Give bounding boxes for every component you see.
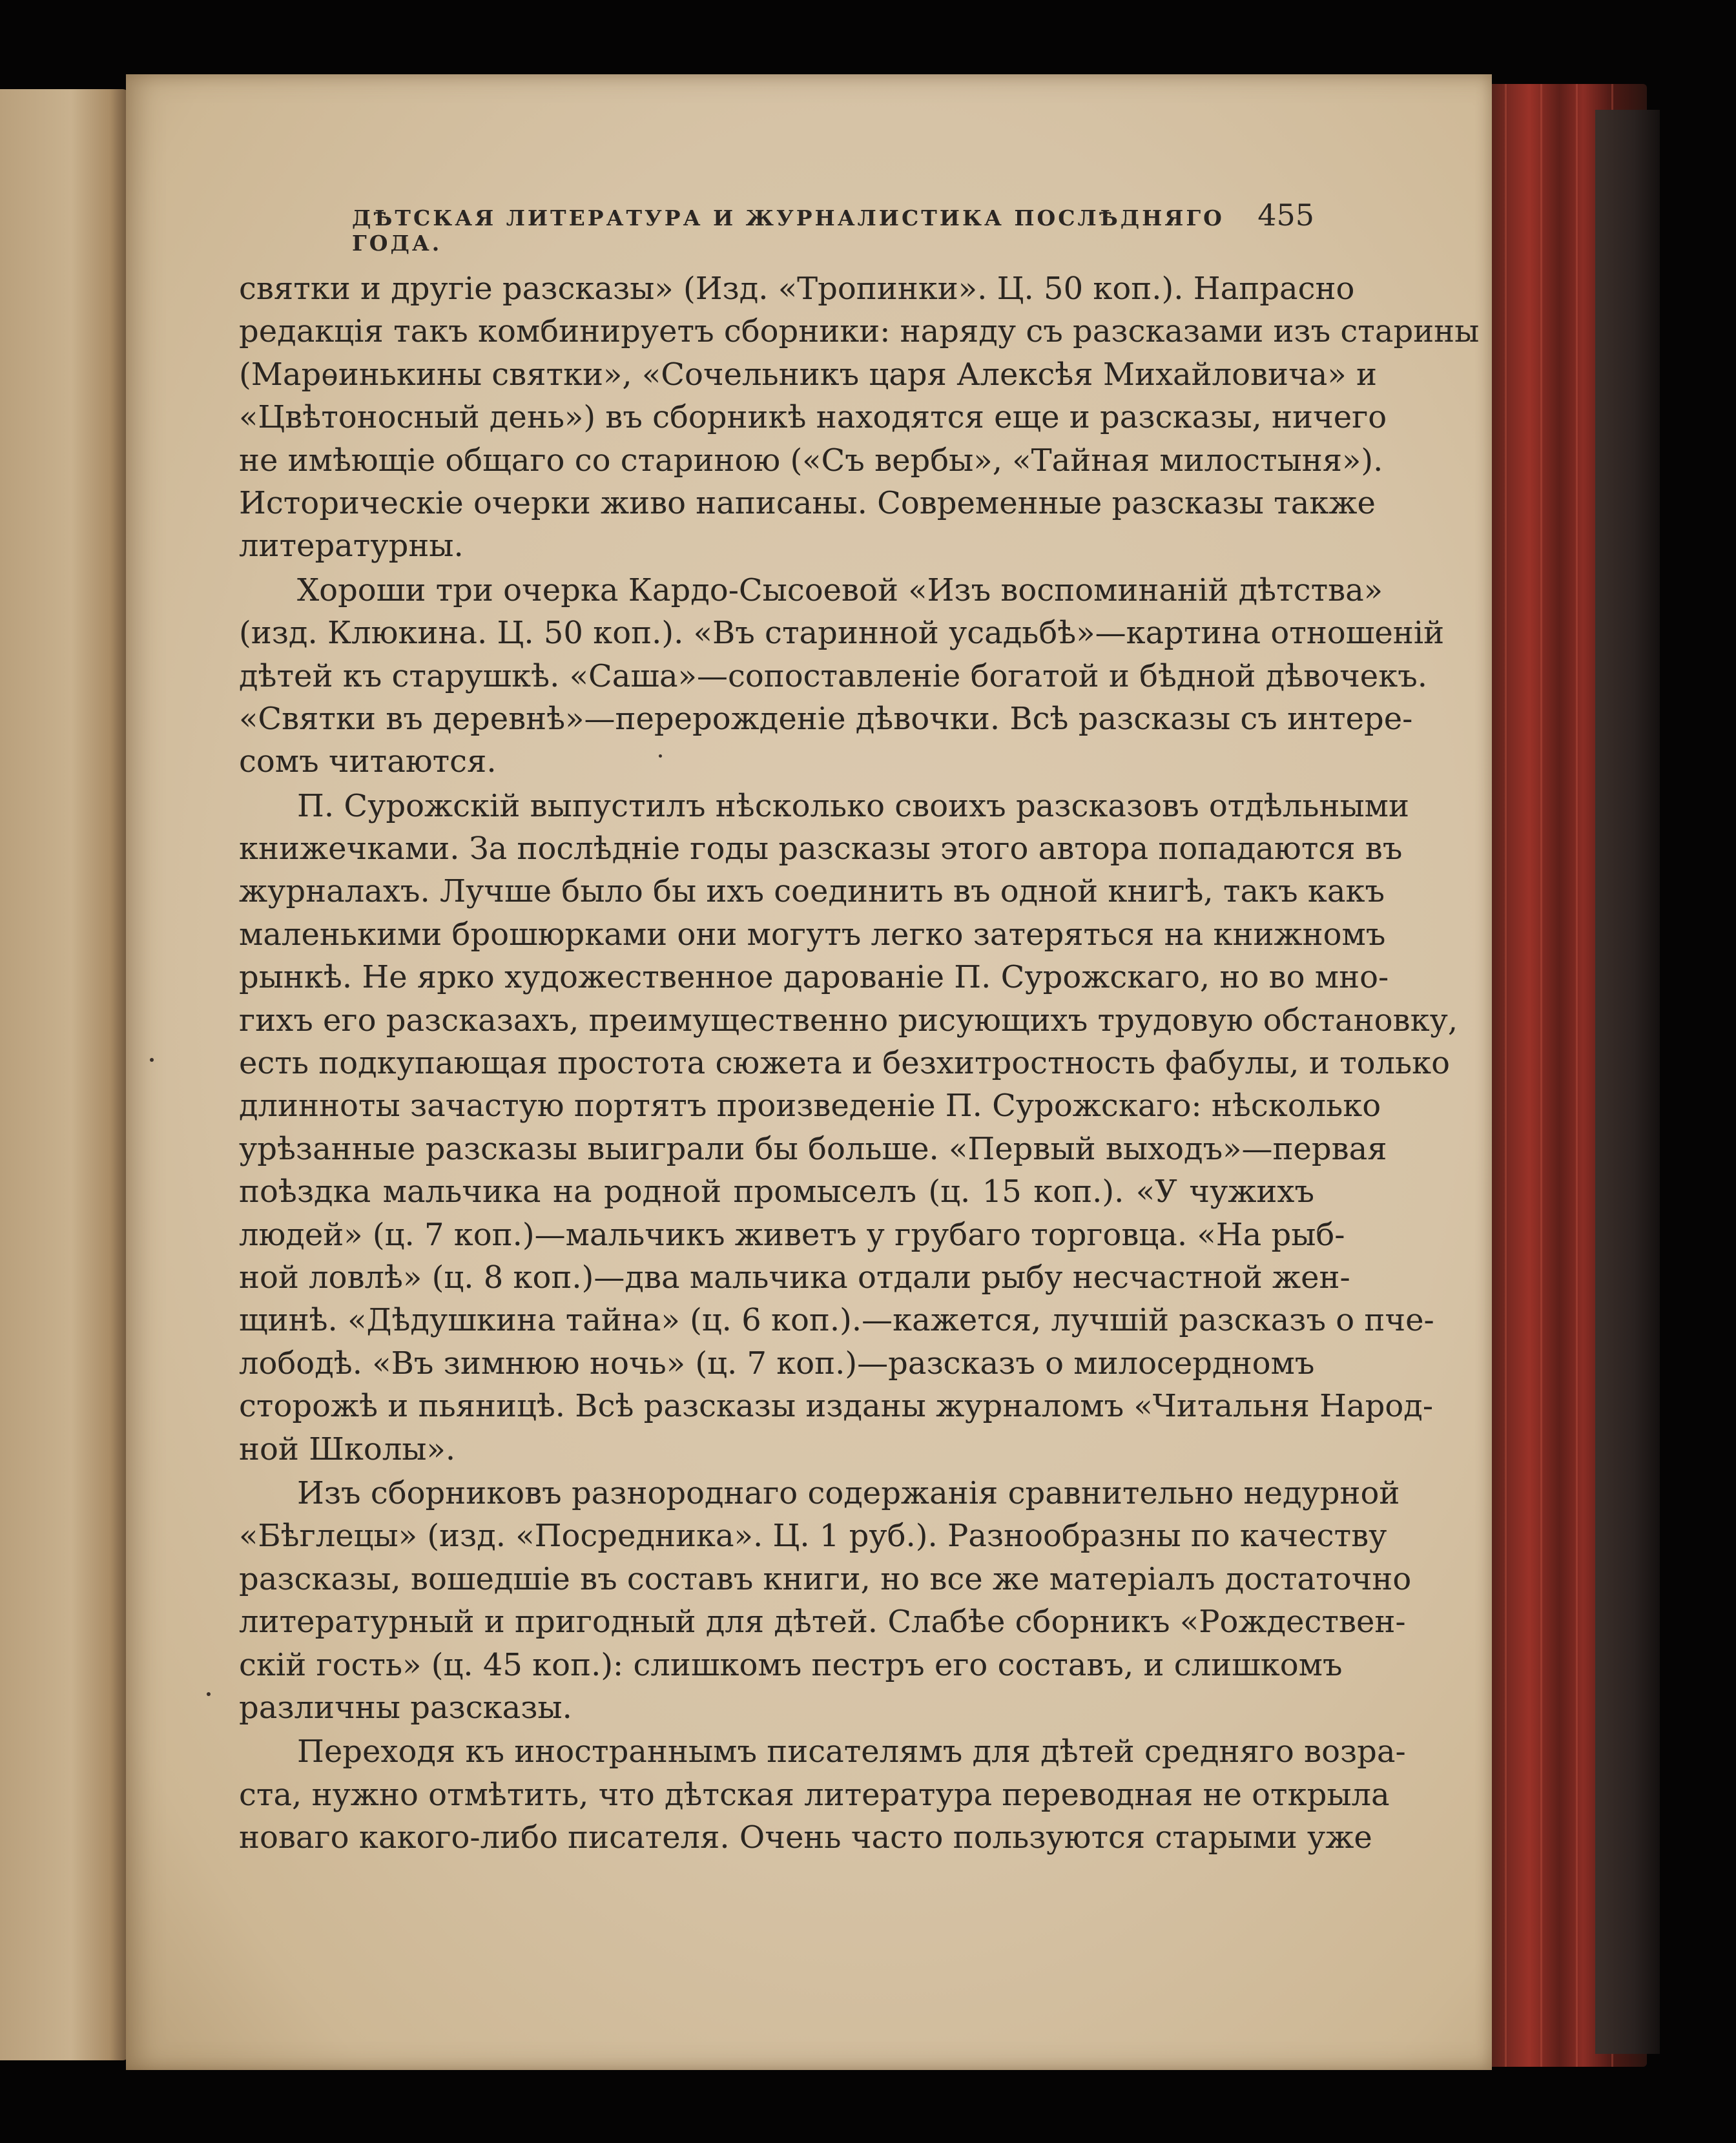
left-facing-page (0, 89, 129, 2060)
text-line: журналахъ. Лучше было бы ихъ соединить въ одной книгѣ, такъ какъ (239, 873, 1385, 910)
text-line: «Святки въ деревнѣ»—перерожденіе дѣвочки. Всѣ разсказы съ интере- (239, 700, 1413, 737)
text-line: Хороши три очерка Кардо-Сысоевой «Изъ воспоминаній дѣтства» (297, 572, 1383, 608)
text-line: литературный и пригодный для дѣтей. Слабѣе сборникъ «Рождествен- (239, 1604, 1406, 1641)
text-line: есть подкупающая простота сюжета и безхитростность фабулы, и только (239, 1045, 1451, 1082)
ink-spot (659, 754, 662, 758)
ink-spot (207, 1692, 211, 1696)
text-line: людей» (ц. 7 коп.)—мальчикъ живетъ у грубаго торговца. «На рыб- (239, 1216, 1345, 1253)
text-line: поѣздка мальчика на родной промыселъ (ц. 15 коп.). «У чужихъ (239, 1174, 1314, 1210)
text-line: лободѣ. «Въ зимнюю ночь» (ц. 7 коп.)—разсказъ о милосердномъ (239, 1345, 1315, 1382)
text-line: дѣтей къ старушкѣ. «Саша»—сопоставленіе богатой и бѣдной дѣвочекъ. (239, 657, 1428, 694)
text-line: различны разсказы. (239, 1689, 572, 1726)
page-number: 455 (1257, 198, 1314, 233)
text-line: Переходя къ иностраннымъ писателямъ для дѣтей средняго возра- (297, 1734, 1406, 1770)
text-line: П. Сурожскій выпустилъ нѣсколько своихъ разсказовъ отдѣльными (297, 787, 1409, 824)
text-line: святки и другіе разсказы» (Изд. «Тропинки». Ц. 50 коп.). Напрасно (239, 271, 1355, 307)
text-line: (Марѳинькины святки», «Сочельникъ царя Алексѣя Михайловича» и (239, 356, 1378, 393)
body-text (239, 267, 1480, 1859)
text-line: книжечками. За послѣдніе годы разсказы этого автора попадаются въ (239, 831, 1403, 867)
book-cover-edge (1595, 110, 1660, 2054)
text-line: литературны. (239, 528, 464, 564)
text-line: скій гость» (ц. 45 коп.): слишкомъ пестръ его составъ, и слишкомъ (239, 1646, 1343, 1683)
text-line: сомъ читаются. (239, 743, 497, 780)
text-line: маленькими брошюрками они могутъ легко затеряться на книжномъ (239, 916, 1386, 953)
ink-spot (150, 1058, 154, 1062)
page-header (352, 198, 1314, 256)
text-line: ной Школы». (239, 1431, 456, 1467)
text-line: Изъ сборниковъ разнороднаго содержанія сравнительно недурной (297, 1475, 1400, 1511)
text-line: новаго какого-либо писателя. Очень часто пользуются старыми уже (239, 1819, 1372, 1856)
text-line: урѣзанные разсказы выиграли бы больше. «Первый выходъ»—первая (239, 1130, 1387, 1167)
text-line: длинноты зачастую портятъ произведеніе П. Сурожскаго: нѣсколько (239, 1088, 1381, 1124)
text-line: редакція такъ комбинируетъ сборники: наряду съ разсказами изъ старины (239, 313, 1480, 350)
text-line: разсказы, вошедшіе въ составъ книги, но все же матеріалъ достаточно (239, 1560, 1412, 1597)
text-line: Историческіе очерки живо написаны. Современные разсказы также (239, 484, 1376, 521)
text-line: сторожѣ и пьяницѣ. Всѣ разсказы изданы журналомъ «Читальня Народ- (239, 1388, 1434, 1425)
text-line: не имѣющіе общаго со стариною («Съ вербы», «Тайная милостыня»). (239, 442, 1383, 479)
text-line: гихъ его разсказахъ, преимущественно рисующихъ трудовую обстановку, (239, 1002, 1458, 1039)
text-line: «Цвѣтоносный день») въ сборникѣ находятся еще и разсказы, ничего (239, 399, 1387, 436)
text-line: «Бѣглецы» (изд. «Посредника». Ц. 1 руб.). Разнообразны по качеству (239, 1518, 1387, 1555)
text-line: ной ловлѣ» (ц. 8 коп.)—два мальчика отдали рыбу несчастной жен- (239, 1259, 1350, 1296)
text-line: щинѣ. «Дѣдушкина тайна» (ц. 6 коп.).—кажется, лучшій разсказъ о пче- (239, 1302, 1434, 1339)
text-line: ста, нужно отмѣтить, что дѣтская литература переводная не открыла (239, 1776, 1390, 1813)
text-line: (изд. Клюкина. Ц. 50 коп.). «Въ старинной усадьбѣ»—картина отношеній (239, 615, 1445, 652)
text-line: рынкѣ. Не ярко художественное дарованіе П. Сурожскаго, но во мно- (239, 959, 1389, 996)
running-title: ДѢТСКАЯ ЛИТЕРАТУРА И ЖУРНАЛИСТИКА ПОСЛѢДНЯГО ГОДА. (352, 205, 1224, 256)
